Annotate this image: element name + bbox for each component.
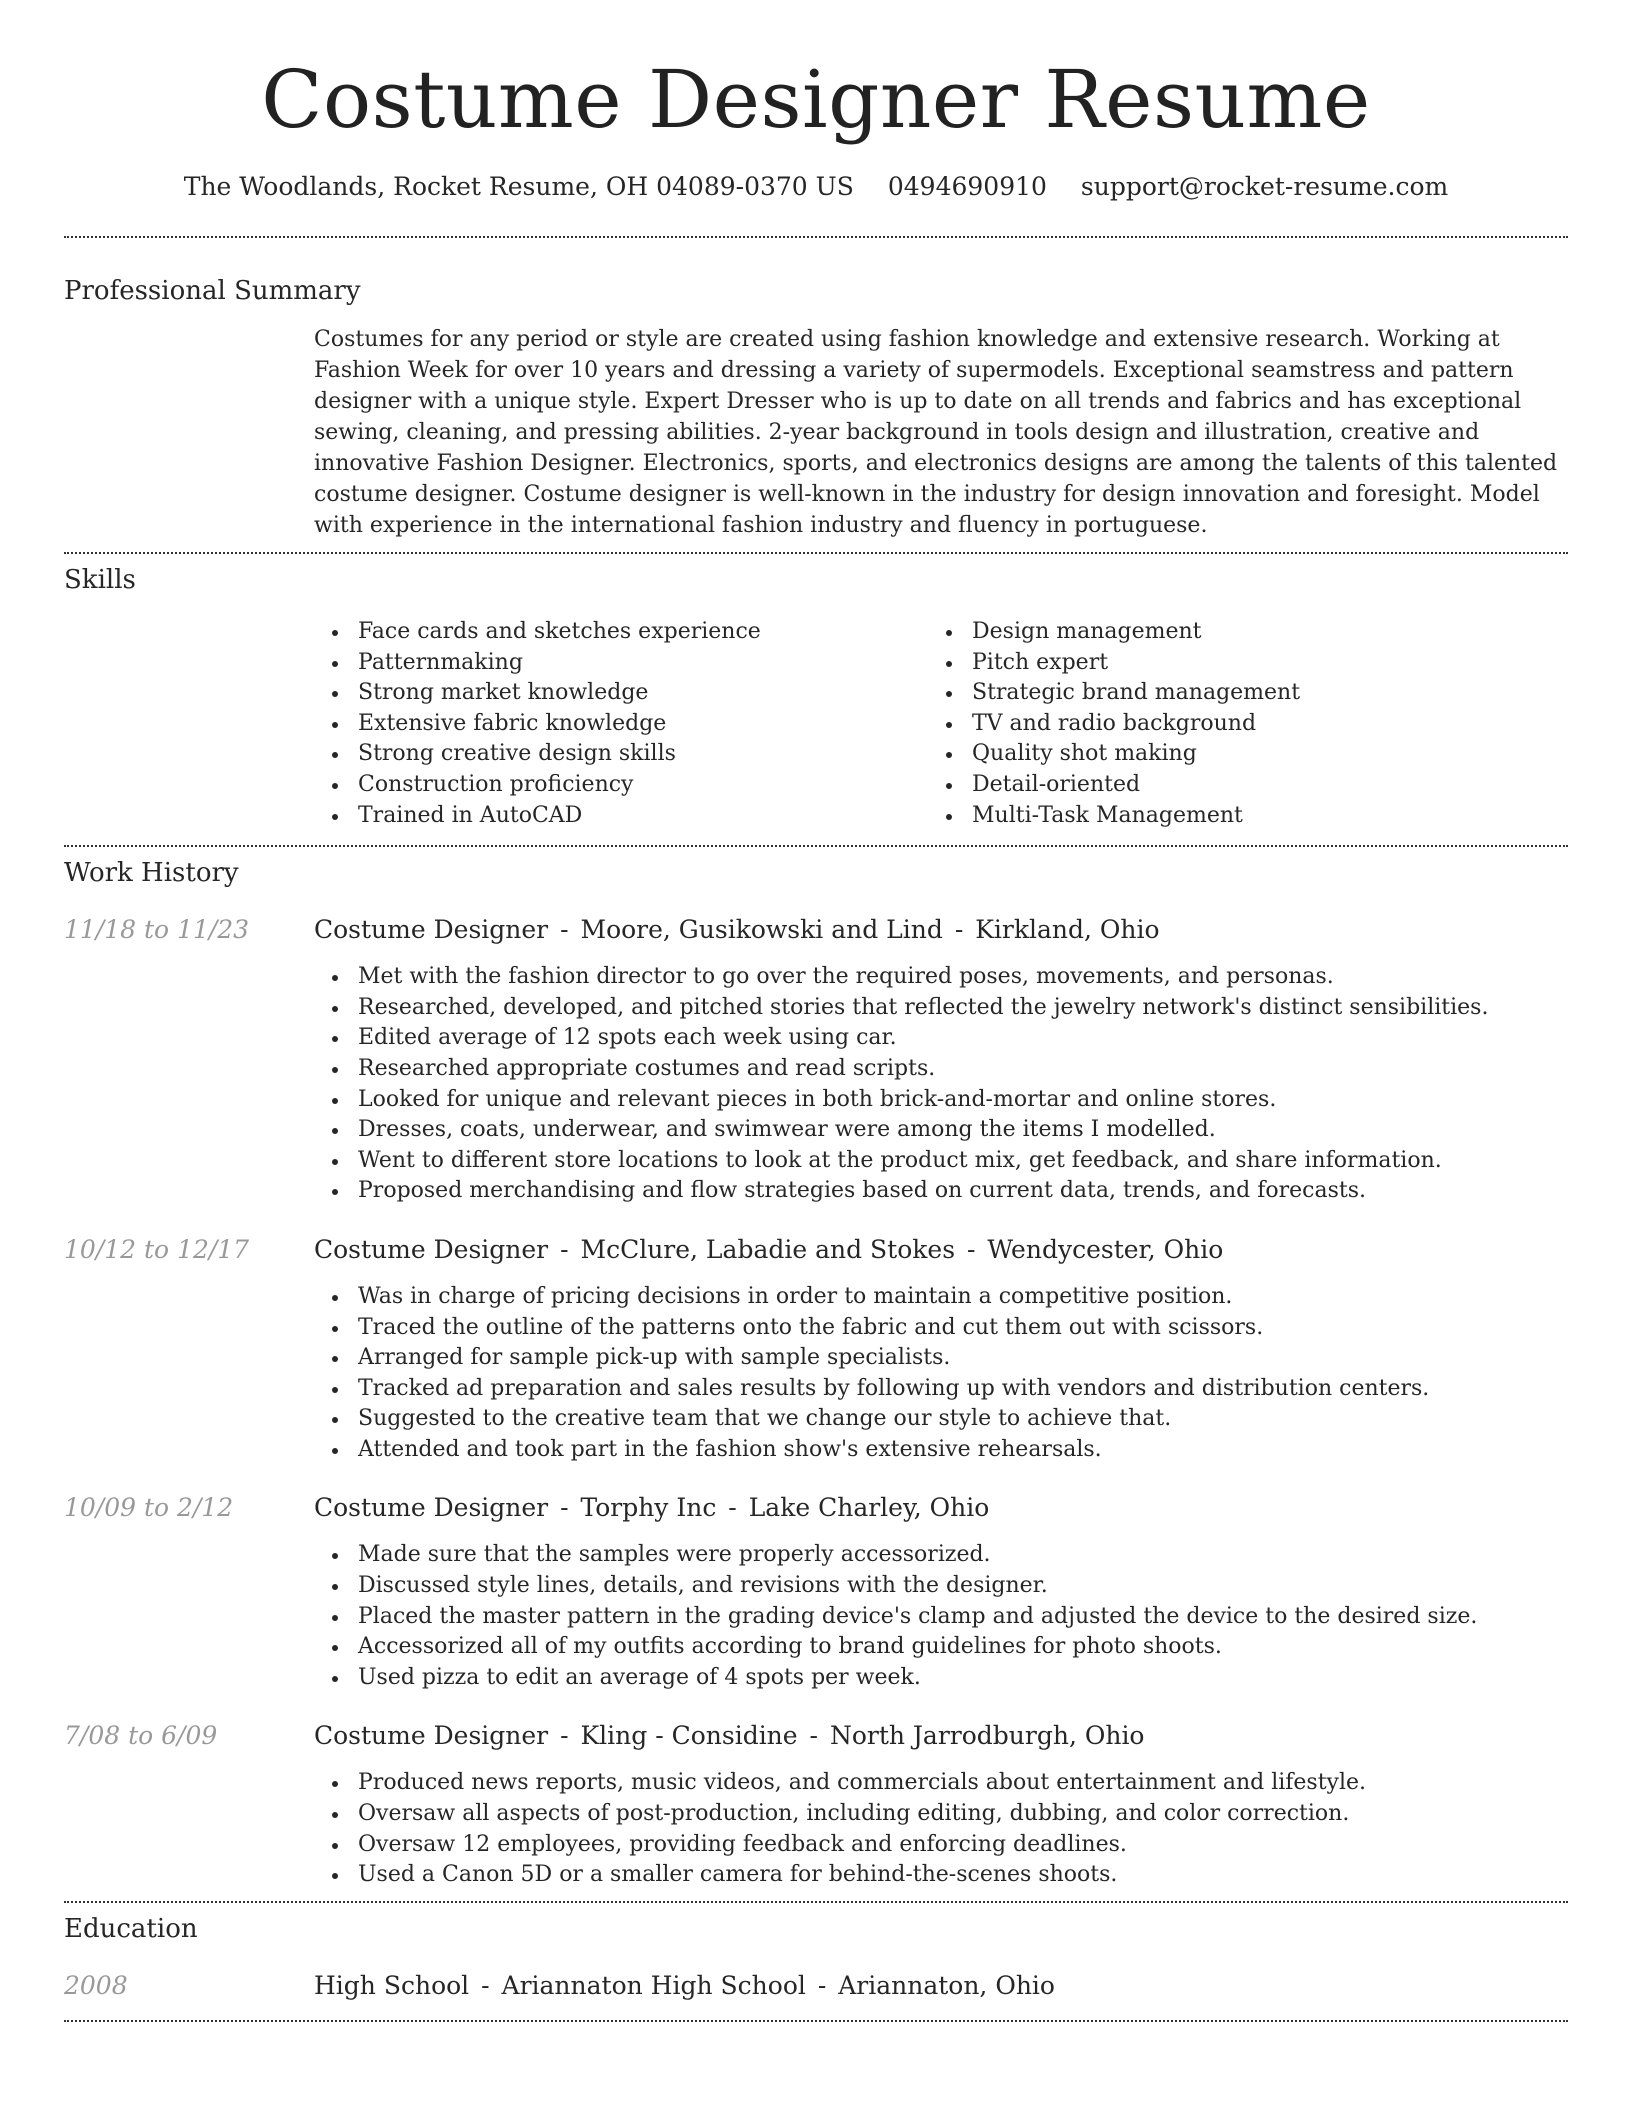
job-body bbox=[64, 1540, 1568, 1693]
job-entry bbox=[64, 1719, 1568, 1890]
job-entry bbox=[64, 1491, 1568, 1693]
job-bullets bbox=[314, 962, 1568, 1207]
education-date: 2008 bbox=[64, 1970, 128, 2000]
job-date: 10/12 to 12/17 bbox=[64, 1234, 250, 1264]
separator: - bbox=[959, 1234, 984, 1264]
job-bullet: Oversaw 12 employees, providing feedback and enforcing deadlines. bbox=[314, 1830, 1568, 1861]
skill-item: Face cards and sketches experience bbox=[314, 617, 928, 648]
job-bullet: Attended and took part in the fashion show's extensive rehearsals. bbox=[314, 1435, 1568, 1466]
summary-text: Costumes for any period or style are created using fashion knowledge and extensive research. Working at Fashion Week for over 10 years and dressing a variety of supermodels. Exceptional seamstress and pattern designer with a unique style. Expert Dresser who is up to date on all trends and fabrics and has exceptional sewing, cleaning, and pressing abilities. 2-year background in tools design and illustration, creative and innovative Fashion Designer. Electronics, sports, and electronics designs are among the talents of this talented costume designer. Costume designer is well-known in the industry for design innovation and foresight. Model with experience in the international fashion industry and fluency in portuguese. bbox=[314, 327, 1558, 538]
skills-list-right bbox=[928, 617, 1542, 831]
job-entry bbox=[64, 913, 1568, 1207]
separator: - bbox=[946, 915, 972, 945]
job-header bbox=[64, 913, 1568, 947]
job-role: Costume Designer bbox=[314, 1493, 549, 1523]
skill-item: Patternmaking bbox=[314, 648, 928, 679]
job-bullet: Edited average of 12 spots each week using car. bbox=[314, 1023, 1568, 1054]
education-section bbox=[64, 1903, 1568, 2003]
job-bullet: Met with the fashion director to go over the required poses, movements, and personas. bbox=[314, 962, 1568, 993]
job-bullet: Researched, developed, and pitched stories that reflected the jewelry network's distinct sensibilities. bbox=[314, 993, 1568, 1024]
job-bullet: Traced the outline of the patterns onto the fabric and cut them out with scissors. bbox=[314, 1313, 1568, 1344]
section-title-skills: Skills bbox=[64, 565, 136, 595]
separator: - bbox=[809, 1970, 835, 2000]
spacer bbox=[64, 1282, 314, 1466]
skill-item: Multi-Task Management bbox=[928, 801, 1542, 832]
skill-item: Strong market knowledge bbox=[314, 678, 928, 709]
job-header bbox=[64, 1719, 1568, 1753]
job-bullet: Went to different store locations to look at the product mix, get feedback, and share information. bbox=[314, 1146, 1568, 1177]
education-title bbox=[314, 1969, 1568, 2003]
job-role: Costume Designer bbox=[314, 1234, 549, 1264]
job-header bbox=[64, 1491, 1568, 1525]
job-date: 7/08 to 6/09 bbox=[64, 1721, 218, 1751]
job-body bbox=[64, 1768, 1568, 1890]
skill-item: Strategic brand management bbox=[928, 678, 1542, 709]
separator: - bbox=[552, 1234, 577, 1264]
job-bullet: Accessorized all of my outfits according to brand guidelines for photo shoots. bbox=[314, 1632, 1568, 1663]
contact-email: support@rocket-resume.com bbox=[1080, 172, 1449, 201]
contact-line bbox=[64, 170, 1568, 204]
skills-section bbox=[64, 554, 1568, 831]
skill-item: Strong creative design skills bbox=[314, 739, 928, 770]
skill-item: Extensive fabric knowledge bbox=[314, 709, 928, 740]
job-bullet: Arranged for sample pick-up with sample specialists. bbox=[314, 1343, 1568, 1374]
skill-item: Trained in AutoCAD bbox=[314, 801, 928, 832]
job-company: Moore, Gusikowski and Lind bbox=[580, 915, 943, 945]
education-entry bbox=[64, 1969, 1568, 2003]
resume-header bbox=[64, 0, 1568, 204]
job-title bbox=[314, 1233, 1568, 1267]
section-title-summary: Professional Summary bbox=[64, 276, 361, 306]
job-bullets bbox=[314, 1282, 1568, 1466]
job-bullet: Produced news reports, music videos, and commercials about entertainment and lifestyle. bbox=[314, 1768, 1568, 1799]
job-bullet: Made sure that the samples were properly accessorized. bbox=[314, 1540, 1568, 1571]
job-date: 10/09 to 2/12 bbox=[64, 1493, 234, 1523]
job-title bbox=[314, 913, 1568, 947]
job-location: Lake Charley, Ohio bbox=[748, 1493, 990, 1523]
spacer bbox=[64, 962, 314, 1207]
separator: - bbox=[552, 1493, 577, 1523]
skill-item: Construction proficiency bbox=[314, 770, 928, 801]
job-location: Kirkland, Ohio bbox=[975, 915, 1160, 945]
section-title-education: Education bbox=[64, 1913, 198, 1944]
job-company: McClure, Labadie and Stokes bbox=[580, 1234, 956, 1264]
section-title-work: Work History bbox=[64, 858, 239, 889]
spacer bbox=[64, 1540, 314, 1693]
job-body bbox=[64, 1282, 1568, 1466]
education-location: Ariannaton, Ohio bbox=[838, 1970, 1055, 2000]
job-bullets bbox=[314, 1768, 1568, 1890]
separator: - bbox=[552, 1721, 577, 1751]
job-date: 11/18 to 11/23 bbox=[64, 915, 250, 945]
skill-item: Detail-oriented bbox=[928, 770, 1542, 801]
job-company: Kling - Considine bbox=[580, 1721, 798, 1751]
skill-item: Design management bbox=[928, 617, 1542, 648]
separator: - bbox=[801, 1721, 826, 1751]
job-bullet: Placed the master pattern in the grading device's clamp and adjusted the device to the desired size. bbox=[314, 1602, 1568, 1633]
summary-section bbox=[64, 238, 1568, 541]
contact-phone: 0494690910 bbox=[887, 172, 1047, 201]
job-bullet: Tracked ad preparation and sales results by following up with vendors and distribution centers. bbox=[314, 1374, 1568, 1405]
job-bullet: Was in charge of pricing decisions in order to maintain a competitive position. bbox=[314, 1282, 1568, 1313]
job-bullet: Looked for unique and relevant pieces in both brick-and-mortar and online stores. bbox=[314, 1085, 1568, 1116]
divider bbox=[64, 2020, 1568, 2022]
job-bullet: Dresses, coats, underwear, and swimwear were among the items I modelled. bbox=[314, 1115, 1568, 1146]
job-bullet: Discussed style lines, details, and revisions with the designer. bbox=[314, 1571, 1568, 1602]
job-bullet: Suggested to the creative team that we change our style to achieve that. bbox=[314, 1404, 1568, 1435]
job-bullet: Used pizza to edit an average of 4 spots per week. bbox=[314, 1663, 1568, 1694]
job-bullets bbox=[314, 1540, 1568, 1693]
job-bullet: Researched appropriate costumes and read scripts. bbox=[314, 1054, 1568, 1085]
job-header bbox=[64, 1233, 1568, 1267]
separator: - bbox=[720, 1493, 745, 1523]
job-bullet: Used a Canon 5D or a smaller camera for behind-the-scenes shoots. bbox=[314, 1860, 1568, 1891]
separator: - bbox=[552, 915, 577, 945]
education-school: Ariannaton High School bbox=[501, 1970, 806, 2000]
job-location: North Jarrodburgh, Ohio bbox=[829, 1721, 1145, 1751]
job-title bbox=[314, 1491, 1568, 1525]
skill-item: Quality shot making bbox=[928, 739, 1542, 770]
education-list bbox=[64, 1969, 1568, 2003]
job-role: Costume Designer bbox=[314, 915, 549, 945]
spacer bbox=[64, 1768, 314, 1890]
skills-list-left bbox=[314, 617, 928, 831]
separator: - bbox=[473, 1970, 498, 2000]
job-body bbox=[64, 962, 1568, 1207]
contact-address: The Woodlands, Rocket Resume, OH 04089-0370 US bbox=[183, 172, 854, 201]
job-role: Costume Designer bbox=[314, 1721, 549, 1751]
job-location: Wendycester, Ohio bbox=[987, 1234, 1224, 1264]
skill-item: Pitch expert bbox=[928, 648, 1542, 679]
skill-item: TV and radio background bbox=[928, 709, 1542, 740]
job-entry bbox=[64, 1233, 1568, 1466]
education-degree: High School bbox=[314, 1970, 470, 2000]
work-section bbox=[64, 847, 1568, 1891]
page-title: Costume Designer Resume bbox=[261, 53, 1371, 146]
job-bullet: Oversaw all aspects of post-production, including editing, dubbing, and color correction. bbox=[314, 1799, 1568, 1830]
job-bullet: Proposed merchandising and flow strategies based on current data, trends, and forecasts. bbox=[314, 1176, 1568, 1207]
job-title bbox=[314, 1719, 1568, 1753]
job-company: Torphy Inc bbox=[580, 1493, 717, 1523]
job-list bbox=[64, 913, 1568, 1891]
